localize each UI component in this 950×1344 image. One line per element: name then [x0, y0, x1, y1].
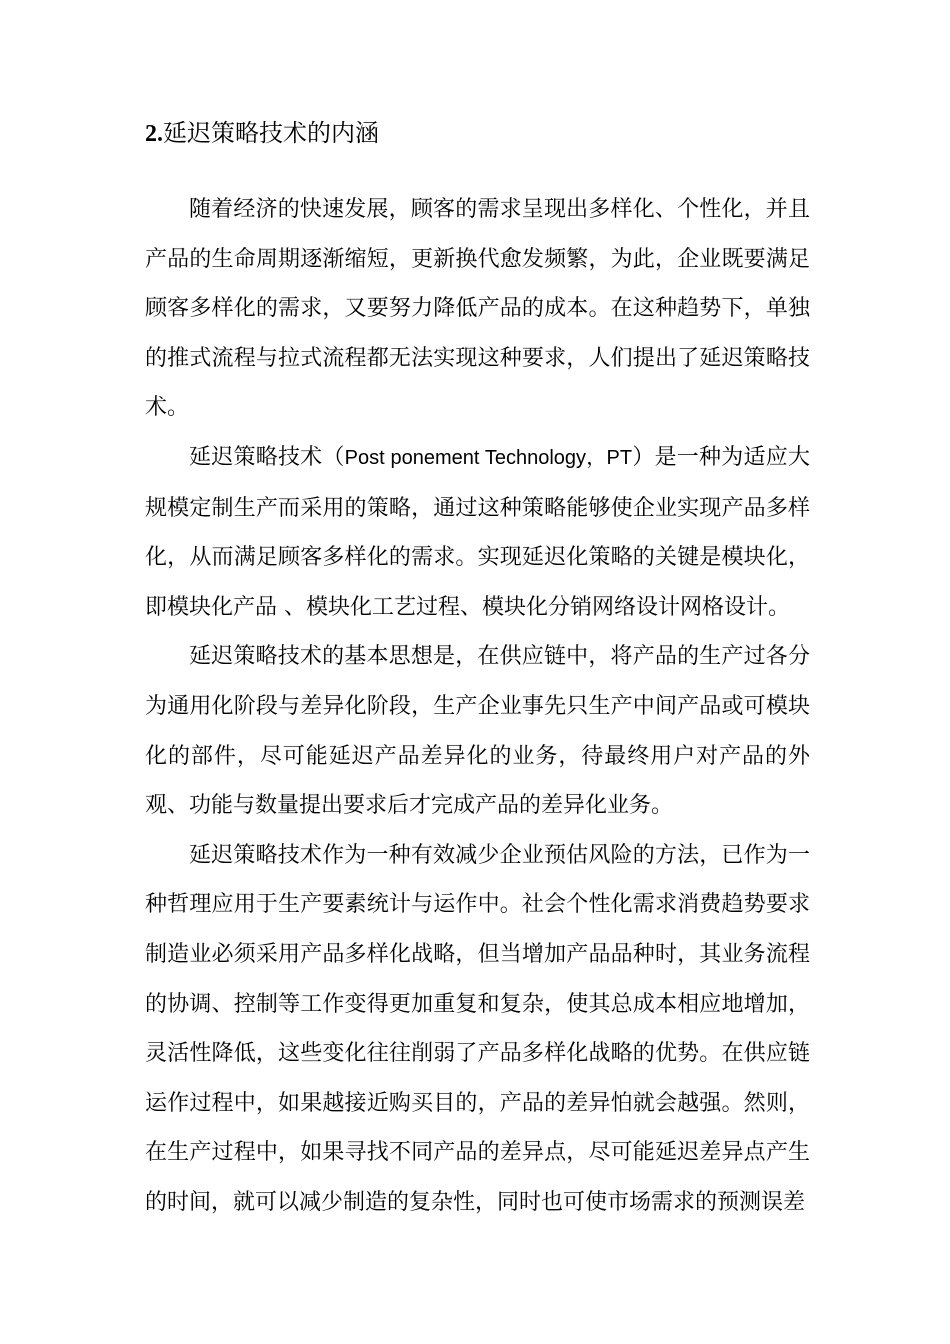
paragraph-3: 延迟策略技术的基本思想是，在供应链中，将产品的生产过各分为通用化阶段与差异化阶段，生产企业事先只生产中间产品或可模块化的部件，尽可能延迟产品差异化的业务，待最终用户对产品的外观、功能与数量提出要求后才完成产品的差异化业务。 [145, 644, 810, 819]
paragraph-2 [145, 433, 810, 632]
section-number: 2. [145, 121, 163, 147]
section-title: 延迟策略技术的内涵 [163, 119, 379, 147]
paragraph-2-start: 延迟策略技术（ [189, 444, 345, 470]
english-term: Post ponement Technology，PT [344, 446, 633, 469]
paragraph-4: 延迟策略技术作为一种有效减少企业预估风险的方法，已作为一种哲理应用于生产要素统计与运作中。社会个性化需求消费趋势要求制造业必须采用产品多样化战略，但当增加产品品种时，其业务流程的协调、控制等工作变得更加重复和复杂，使其总成本相应地增加，灵活性降低，这些变化往往削弱了产品多样化战略的优势。在供应链运作过程中，如果越接近购买目的，产品的差异怕就会越强。然则，在生产过程中，如果寻找不同产品的差异点，尽可能延迟差异点产生的时间，就可以减少制造的复杂性，同时也可使市场需求的预测误差 [145, 842, 810, 1215]
paragraph-1: 随着经济的快速发展，顾客的需求呈现出多样化、个性化，并且产品的生命周期逐渐缩短，更新换代愈发频繁，为此，企业既要满足顾客多样化的需求，又要努力降低产品的成本。在这种趋势下，单独的推式流程与拉式流程都无法实现这种要求，人们提出了延迟策略技术。 [145, 197, 810, 421]
body-text [145, 185, 810, 1227]
section-heading [145, 113, 379, 154]
paragraph-2-rest: ）是一种为适应大规模定制生产而采用的策略，通过这种策略能够使企业实现产品多样化，从而满足顾客多样化的需求。实现延迟化策略的关键是模块化，即模块化产品 、模块化工艺过程、模块化分销网络设计网格设计。 [145, 444, 810, 620]
